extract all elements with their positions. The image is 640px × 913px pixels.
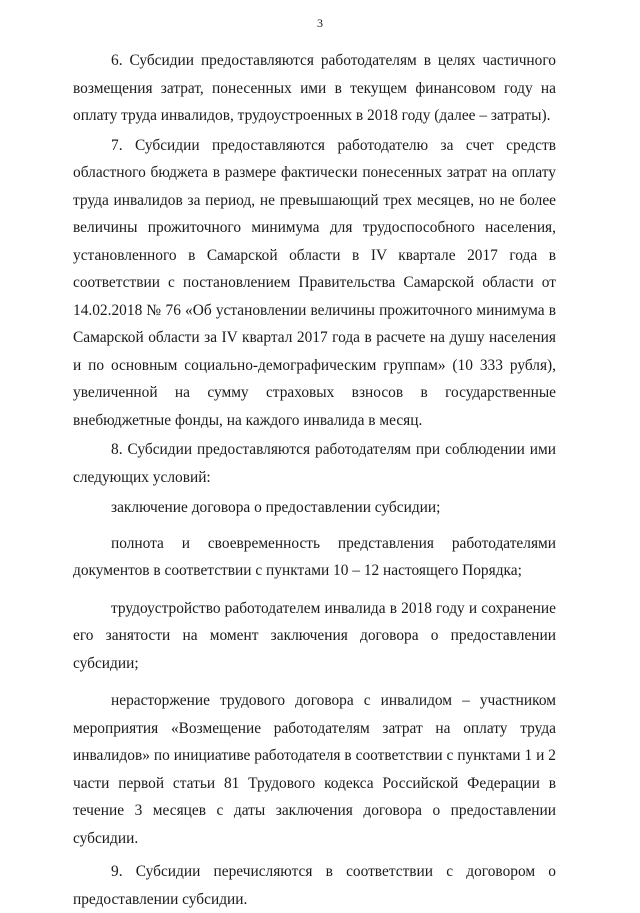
document-body — [73, 47, 556, 913]
paragraph-7: 7. Субсидии предоставляются работодателю за счет средств областного бюджета в размере фактически понесенных затрат на оплату труда инвалидов за период, не превышающий трех месяцев, но не более величины прожиточного минимума для трудоспособного населения, установленного в Самарской области в IV квартале 2017 года в соответствии с постановлением Правительства Самарской области от 14.02.2018 № 76 «Об установлении величины прожиточного минимума в Самарской области за IV квартал 2017 года в расчете на душу населения и по основным социально-демографическим группам» (10 333 рубля), увеличенной на сумму страховых взносов в государственные внебюджетные фонды, на каждого инвалида в месяц. — [73, 136, 556, 429]
paragraph-6: 6. Субсидии предоставляются работодателям в целях частичного возмещения затрат, понесенных ими в текущем финансовом году на оплату труда инвалидов, трудоустроенных в 2018 году (далее – затраты). — [73, 52, 556, 124]
condition-employment: трудоустройство работодателем инвалида в 2018 году и сохранение его занятости на момент заключения договора о предоставлении субсидии; — [73, 599, 556, 672]
condition-no-termination: нерасторжение трудового договора с инвалидом – участником мероприятия «Возмещение работодателям затрат на оплату труда инвалидов» по инициативе работодателя в соответствии с пунктами 1 и 2 части первой статьи 81 Трудового кодекса Российской Федерации в течение 3 месяцев с даты заключения договора о предоставлении субсидии. — [73, 692, 556, 847]
condition-documents: полнота и своевременность представления работодателями документов в соответствии с пунктами 10 – 12 настоящего Порядка; — [73, 534, 556, 579]
page-number: 3 — [317, 16, 323, 30]
condition-contract: заключение договора о предоставлении субсидии; — [111, 499, 441, 516]
paragraph-8: 8. Субсидии предоставляются работодателям при соблюдении ими следующих условий: — [73, 441, 556, 486]
paragraph-9: 9. Субсидии перечисляются в соответствии с договором о предоставлении субсидии. — [73, 863, 556, 908]
